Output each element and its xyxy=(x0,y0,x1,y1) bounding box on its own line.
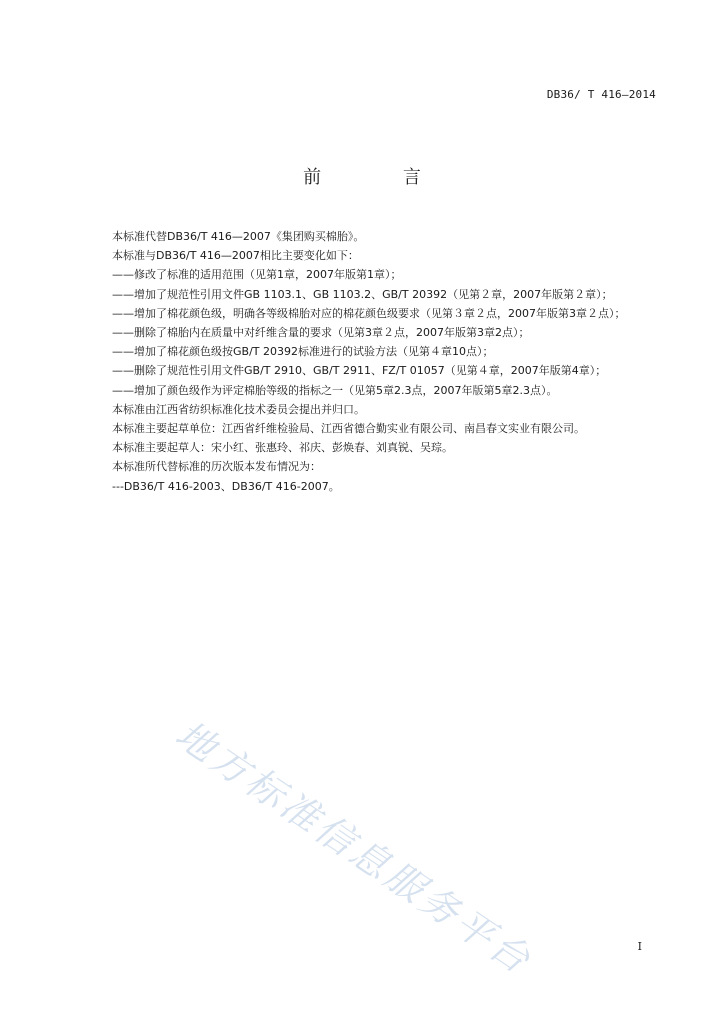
paragraph-change-references-added: ——增加了规范性引用文件GB 1103.1、GB 1103.2、GB/T 20392（见第２章，2007年版第２章）； xyxy=(112,287,613,301)
paragraph-history-intro: 本标准所代替标准的历次版本发布情况为： xyxy=(112,460,321,474)
paragraph-drafters: 本标准主要起草人：宋小红、张惠玲、祁庆、彭焕春、刘真锐、吴琮。 xyxy=(112,441,453,455)
watermark: 地方标准信息服务平台 xyxy=(167,712,541,984)
paragraph-change-scope: ——修改了标准的适用范围（见第1章，2007年版第1章）； xyxy=(112,268,402,282)
paragraph-replaces: 本标准代替DB36/T 416—2007《集团购买棉胎》。 xyxy=(112,230,365,243)
page-title: 前 言 xyxy=(303,167,459,188)
paragraph-drafting-units: 本标准主要起草单位：江西省纤维检验局、江西省德合勤实业有限公司、南昌春文实业有限公司。 xyxy=(112,422,585,436)
foreword-body xyxy=(90,227,660,496)
page-number: I xyxy=(637,940,642,953)
paragraph-change-fiber-content: ——删除了棉胎内在质量中对纤维含量的要求（见第3章２点，2007年版第3章2点）； xyxy=(112,326,530,340)
paragraph-change-test-method: ——增加了棉花颜色级按GB/T 20392标准进行的试验方法（见第４章10点）； xyxy=(112,345,494,359)
paragraph-change-color-grade: ——增加了棉花颜色级，明确各等级棉胎对应的棉花颜色级要求（见第３章２点，2007年版第3章２点）； xyxy=(112,306,626,320)
document-code: DB36/ T 416—2014 xyxy=(546,88,656,101)
paragraph-change-references-removed: ——删除了规范性引用文件GB/T 2910、GB/T 2911、FZ/T 01057（见第４章，2007年版第4章）； xyxy=(112,364,607,378)
paragraph-change-grading-indicator: ——增加了颜色级作为评定棉胎等级的指标之一（见第5章2.3点，2007年版第5章2.3点）。 xyxy=(112,383,558,397)
paragraph-history-versions: ---DB36/T 416-2003、DB36/T 416-2007。 xyxy=(112,479,340,493)
paragraph-changes-intro: 本标准与DB36/T 416—2007相比主要变化如下： xyxy=(112,249,359,263)
paragraph-proposer: 本标准由江西省纺织标准化技术委员会提出并归口。 xyxy=(112,402,365,416)
